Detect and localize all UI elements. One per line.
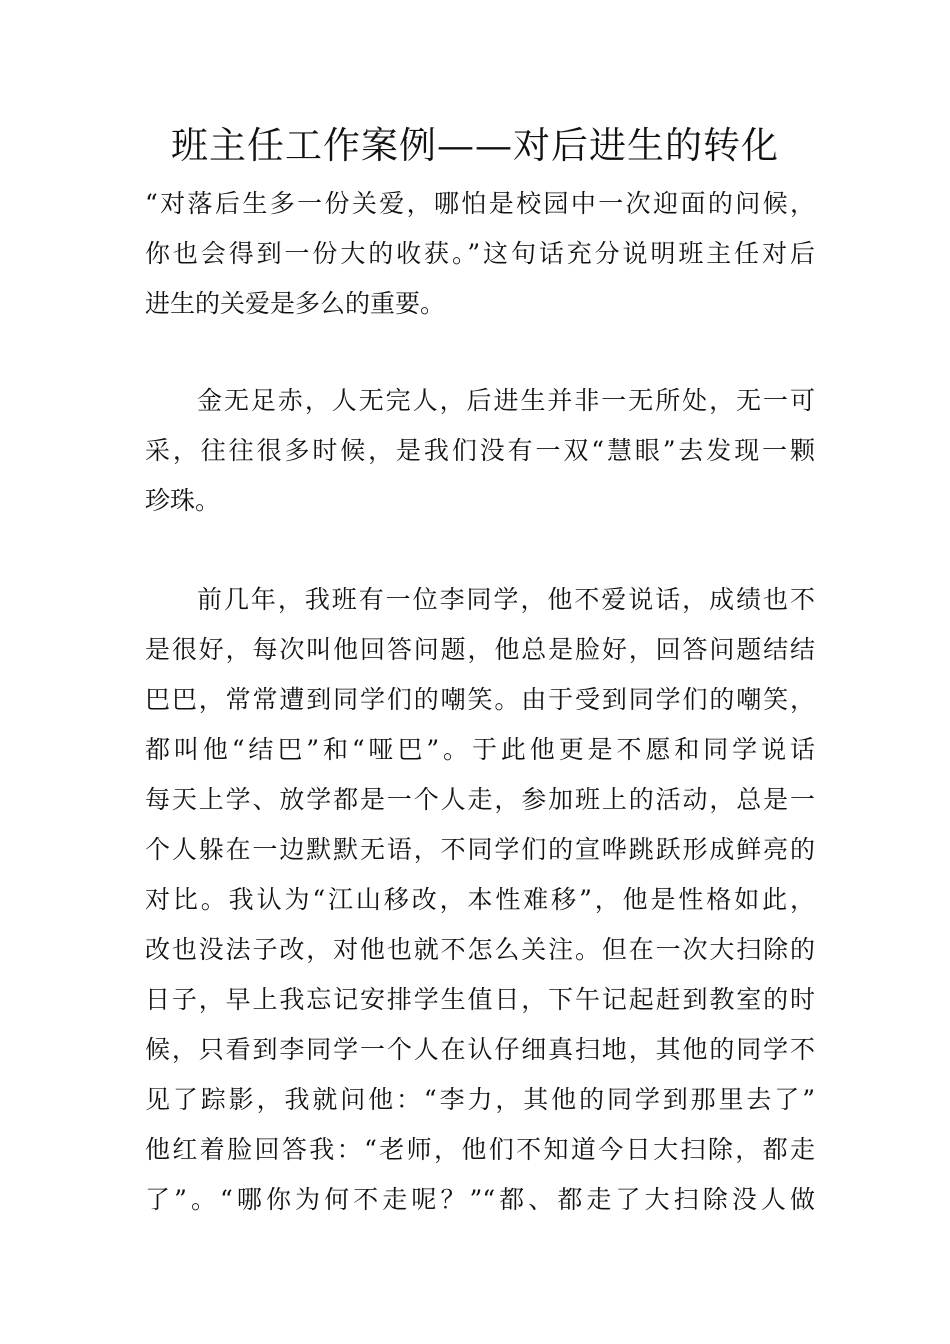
text-line: 他红着脸回答我：“老师，他们不知道今日大扫除，都走 (145, 1135, 815, 1164)
paragraph-3 (145, 575, 815, 1225)
text-line: 对比。我认为“江山移改，本性难移”，他是性格如此， (145, 885, 815, 914)
text-line: 改也没法子改，对他也就不怎么关注。但在一次大扫除的 (145, 935, 815, 964)
text-line: 个人躲在一边默默无语，不同学们的宣哗跳跃形成鲜亮的 (145, 835, 815, 864)
text-line: 进生的关爱是多么的重要。 (145, 289, 446, 318)
text-line: 日子，早上我忘记安排学生值日，下午记起赶到教室的时 (145, 985, 815, 1014)
document-title: 班主任工作案例——对后进生的转化 (171, 124, 779, 167)
paragraph-2 (145, 376, 815, 526)
text-line: 你也会得到一份大的收获。”这句话充分说明班主任对后 (145, 239, 815, 268)
text-line: 前几年，我班有一位李同学，他不爱说话，成绩也不 (197, 585, 815, 614)
text-line: 巴巴，常常遭到同学们的嘲笑。由于受到同学们的嘲笑， (145, 685, 815, 714)
paragraph-1 (145, 179, 815, 329)
text-line: 采，往往很多时候，是我们没有一双“慧眼”去发现一颗 (145, 436, 815, 465)
text-line: 候，只看到李同学一个人在认仔细真扫地，其他的同学不 (145, 1035, 815, 1064)
text-line: 金无足赤，人无完人，后进生并非一无所处，无一可 (197, 386, 815, 415)
text-line: 每天上学、放学都是一个人走，参加班上的活动，总是一 (145, 785, 815, 814)
text-line: “对落后生多一份关爱，哪怕是校园中一次迎面的问候， (145, 189, 815, 218)
text-line: 都叫他“结巴”和“哑巴”。于此他更是不愿和同学说话 (145, 735, 815, 764)
text-line: 见了踪影，我就问他：“李力，其他的同学到那里去了” (145, 1085, 815, 1114)
text-line: 珍珠。 (145, 486, 221, 515)
text-line: 了”。“哪你为何不走呢？”“都、都走了大扫除没人做 (145, 1185, 815, 1214)
text-line: 是很好，每次叫他回答问题，他总是脸好，回答问题结结 (145, 635, 815, 664)
